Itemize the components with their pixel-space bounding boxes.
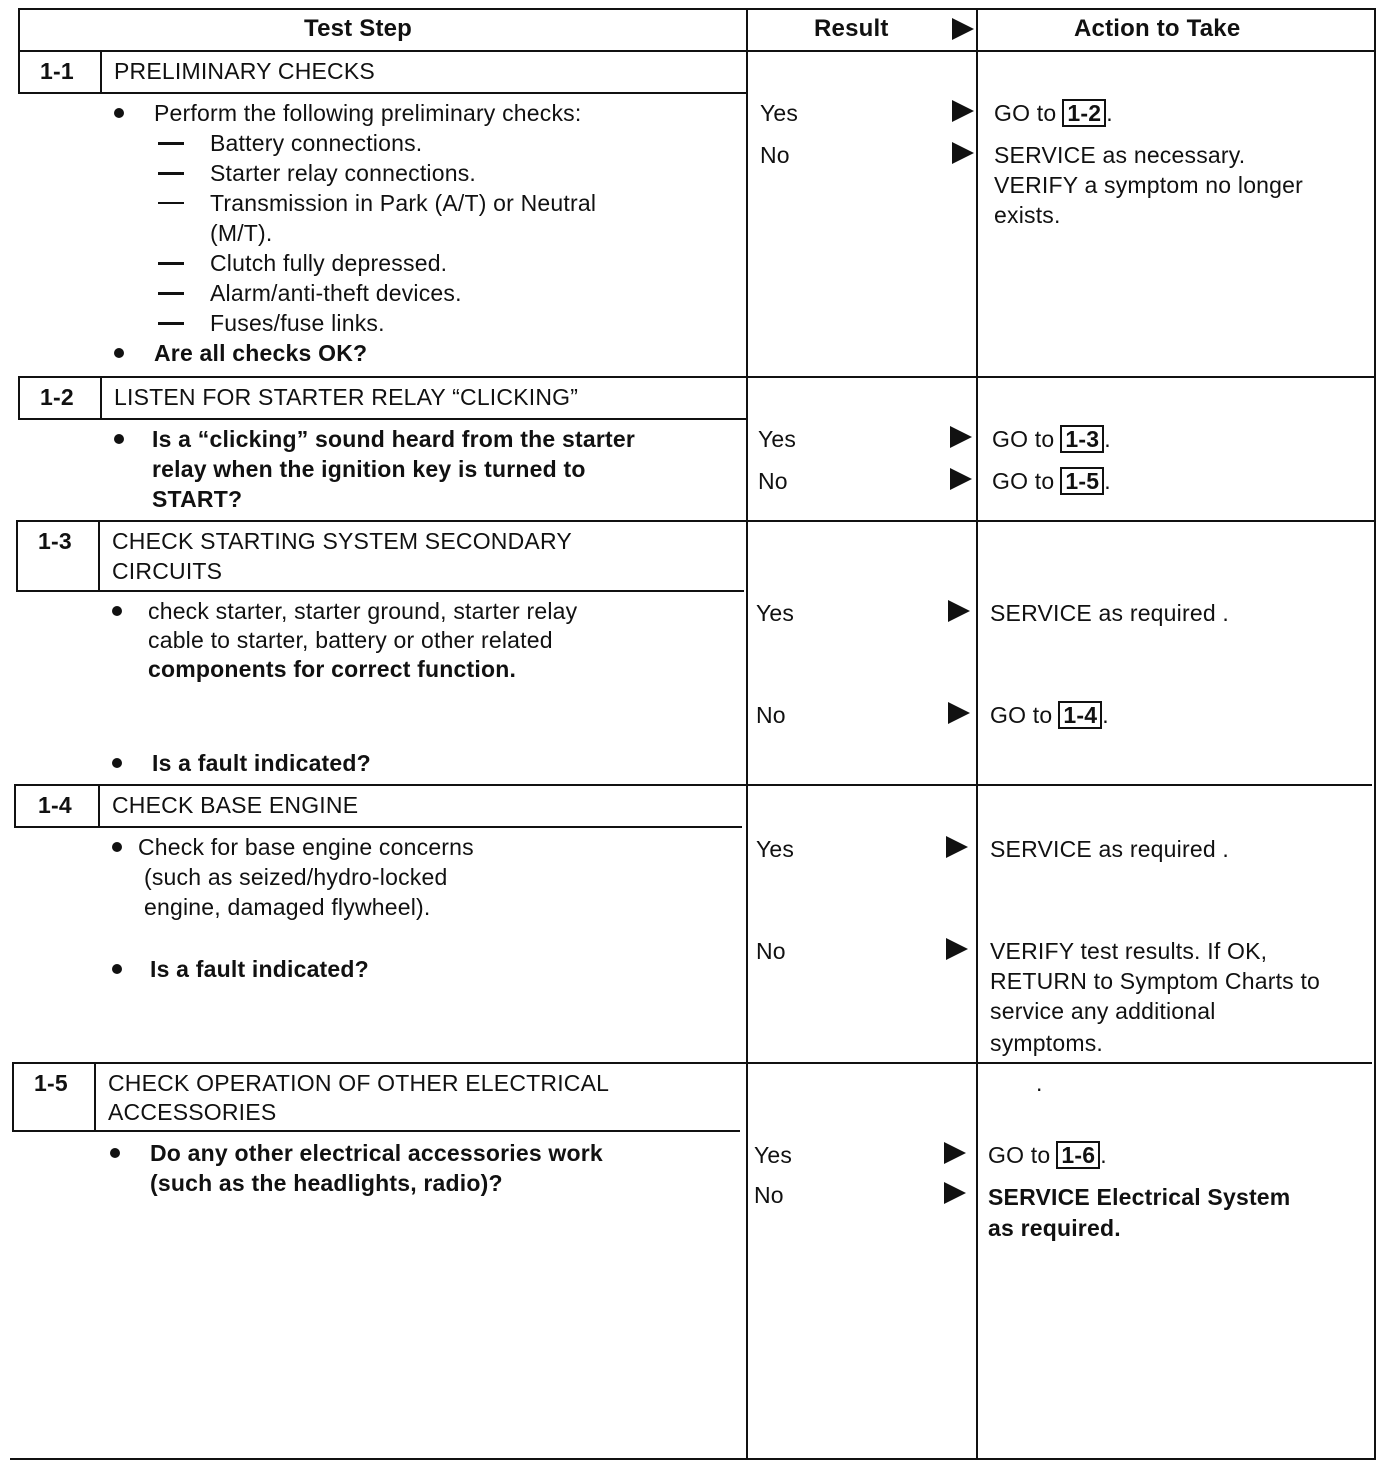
- row-1-1-id-divider: [100, 50, 102, 92]
- action-goto: GO to 1-2 .: [994, 100, 1113, 126]
- dash-icon: [158, 202, 184, 204]
- bullet-icon: [114, 348, 124, 358]
- step-number: 1-5: [34, 1070, 68, 1096]
- bullet-icon: [112, 964, 122, 974]
- result-no: No: [754, 1182, 784, 1208]
- arrow-icon: [946, 938, 968, 960]
- arrow-icon: [950, 468, 972, 490]
- check-item: Starter relay connections.: [210, 160, 476, 186]
- step-question: relay when the ignition key is turned to: [152, 456, 586, 482]
- action-text: SERVICE as necessary.: [994, 142, 1246, 168]
- arrow-icon: [944, 1182, 966, 1204]
- result-no: No: [758, 468, 788, 494]
- step-instruction: Perform the following preliminary checks:: [154, 100, 582, 126]
- step-number: 1-3: [38, 528, 72, 554]
- row-1-5-top-border: [12, 1062, 1372, 1064]
- arrow-icon: [946, 836, 968, 858]
- step-question: Do any other electrical accessories work: [150, 1140, 603, 1166]
- step-question: Are all checks OK?: [154, 340, 368, 366]
- step-title: CHECK BASE ENGINE: [112, 792, 359, 818]
- action-text: VERIFY test results. If OK,: [990, 938, 1268, 964]
- check-item: Alarm/anti-theft devices.: [210, 280, 462, 306]
- row-1-1-title-border: [18, 92, 746, 94]
- action-goto: GO to 1-4 .: [990, 702, 1109, 728]
- bullet-icon: [112, 758, 122, 768]
- row-1-3-left-border: [16, 520, 18, 592]
- action-text: symptoms.: [990, 1030, 1103, 1056]
- row-1-3-id-divider: [98, 520, 100, 592]
- check-item: (M/T).: [210, 220, 273, 246]
- step-ref-box: 1-3: [1060, 425, 1104, 453]
- row-1-4-top-border: [14, 784, 1372, 786]
- step-question: Is a “clicking” sound heard from the starter: [152, 426, 635, 452]
- action-goto: GO to 1-5 .: [992, 468, 1111, 494]
- action-goto: GO to 1-3 .: [992, 426, 1111, 452]
- result-no: No: [756, 938, 786, 964]
- table-right-border: [1374, 8, 1376, 1460]
- step-instruction: cable to starter, battery or other related: [148, 627, 553, 653]
- step-question: Is a fault indicated?: [150, 956, 369, 982]
- arrow-icon: [948, 702, 970, 724]
- row-1-5-title-border: [12, 1130, 740, 1132]
- step-ref-box: 1-4: [1058, 701, 1102, 729]
- result-yes: Yes: [760, 100, 799, 126]
- arrow-icon: [948, 600, 970, 622]
- table-bottom-border: [10, 1458, 1376, 1460]
- header-bottom-border: [18, 50, 1376, 52]
- action-text: RETURN to Symptom Charts to: [990, 968, 1321, 994]
- step-question: Is a fault indicated?: [152, 750, 371, 776]
- step-ref-box: 1-6: [1056, 1141, 1100, 1169]
- row-1-2-title-border: [18, 418, 746, 420]
- dash-icon: [158, 322, 184, 325]
- action-text: as required.: [988, 1215, 1121, 1241]
- header-arrow-icon: [952, 18, 974, 40]
- step-instruction: check starter, starter ground, starter relay: [148, 598, 578, 624]
- header-action: Action to Take: [1074, 15, 1241, 42]
- row-1-4-id-divider: [98, 784, 100, 828]
- action-text: SERVICE Electrical System: [988, 1184, 1291, 1210]
- action-text: exists.: [994, 202, 1061, 228]
- bullet-icon: [114, 108, 124, 118]
- header-test-step: Test Step: [304, 15, 413, 42]
- row-1-4-left-border: [14, 784, 16, 828]
- dash-icon: [158, 142, 184, 145]
- action-column-divider: [976, 8, 978, 1460]
- arrow-icon: [952, 100, 974, 122]
- bullet-icon: [110, 1148, 120, 1158]
- step-title: CHECK STARTING SYSTEM SECONDARY: [112, 528, 572, 554]
- check-item: Transmission in Park (A/T) or Neutral: [210, 190, 597, 216]
- dash-icon: [158, 262, 184, 265]
- step-title: LISTEN FOR STARTER RELAY “CLICKING”: [114, 384, 579, 410]
- row-1-4-title-border: [14, 826, 742, 828]
- action-goto: GO to 1-6 .: [988, 1142, 1107, 1168]
- step-number: 1-4: [38, 792, 72, 818]
- bullet-icon: [114, 434, 124, 444]
- step-title: PRELIMINARY CHECKS: [114, 58, 375, 84]
- stray-mark: .: [1036, 1070, 1043, 1096]
- arrow-icon: [950, 426, 972, 448]
- result-yes: Yes: [754, 1142, 793, 1168]
- step-number: 1-2: [40, 384, 74, 410]
- step-question: (such as the headlights, radio)?: [150, 1170, 503, 1196]
- action-text: SERVICE as required .: [990, 600, 1229, 626]
- arrow-icon: [952, 142, 974, 164]
- result-yes: Yes: [758, 426, 797, 452]
- header-result: Result: [814, 15, 889, 42]
- action-text: VERIFY a symptom no longer: [994, 172, 1304, 198]
- table-top-border: [18, 8, 1376, 10]
- step-instruction: (such as seized/hydro-locked: [144, 864, 448, 890]
- bullet-icon: [112, 606, 122, 616]
- step-title: ACCESSORIES: [108, 1099, 277, 1125]
- action-text: SERVICE as required .: [990, 836, 1229, 862]
- step-instruction: Check for base engine concerns: [138, 834, 474, 860]
- check-item: Fuses/fuse links.: [210, 310, 385, 336]
- dash-icon: [158, 292, 184, 295]
- step-instruction: components for correct function.: [148, 656, 517, 682]
- row-1-2-id-divider: [100, 376, 102, 420]
- row-1-2-top-border: [18, 376, 1376, 378]
- step-instruction: engine, damaged flywheel).: [144, 894, 431, 920]
- check-item: Clutch fully depressed.: [210, 250, 448, 276]
- step-ref-box: 1-2: [1062, 99, 1106, 127]
- step-title: CIRCUITS: [112, 558, 223, 584]
- result-yes: Yes: [756, 836, 795, 862]
- result-no: No: [756, 702, 786, 728]
- row-1-3-title-border: [16, 590, 744, 592]
- row-1-2-left-border: [18, 376, 20, 420]
- dash-icon: [158, 172, 184, 175]
- check-item: Battery connections.: [210, 130, 423, 156]
- bullet-icon: [112, 842, 122, 852]
- step-title: CHECK OPERATION OF OTHER ELECTRICAL: [108, 1070, 610, 1096]
- result-yes: Yes: [756, 600, 795, 626]
- result-no: No: [760, 142, 790, 168]
- arrow-icon: [944, 1142, 966, 1164]
- result-column-divider: [746, 8, 748, 1460]
- step-question: START?: [152, 486, 243, 512]
- action-text: service any additional: [990, 998, 1216, 1024]
- row-1-5-left-border: [12, 1062, 14, 1132]
- row-1-5-id-divider: [94, 1062, 96, 1132]
- step-number: 1-1: [40, 58, 74, 84]
- row-1-3-top-border: [16, 520, 1374, 522]
- step-ref-box: 1-5: [1060, 467, 1104, 495]
